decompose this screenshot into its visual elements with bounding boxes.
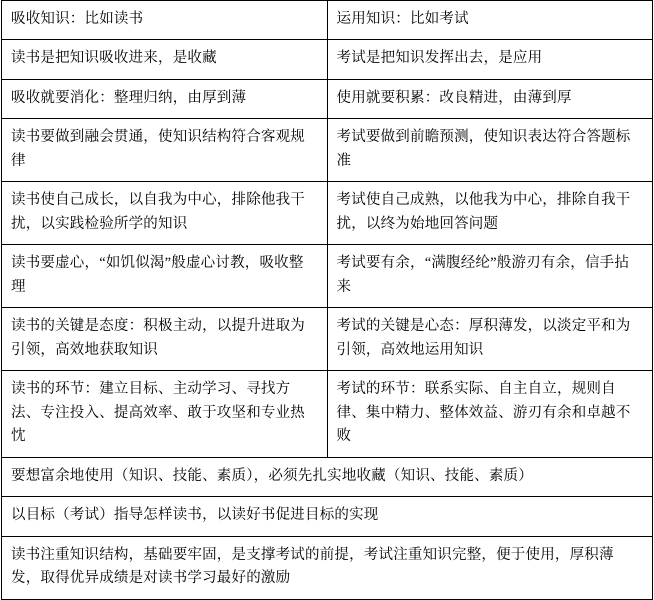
cell-text: 读书使自己成长，以自我为中心，排除他我干扰，以实践检验所学的知识 [11,192,305,232]
table-row [2,79,653,118]
table-row [2,371,653,457]
cell-text: 考试是把知识发挥出去，是应用 [336,50,543,67]
table-row [2,182,653,245]
cell-text: 读书要做到融会贯通，使知识结构符合客观规律 [11,129,305,169]
table-row [2,457,653,496]
table-cell-right [327,119,653,182]
table-row [2,308,653,371]
table-row [2,40,653,79]
table-cell-right [327,1,653,40]
table-row [2,536,653,599]
cell-text: 读书是把知识吸收进来，是收藏 [11,50,217,67]
table-cell-left [2,308,328,371]
table-row [2,245,653,308]
table-cell-full [2,497,653,536]
table-row [2,119,653,182]
cell-text: 以目标（考试）指导怎样读书，以读好书促进目标的实现 [11,507,379,524]
table-cell-right [327,308,653,371]
cell-text: 读书注重知识结构，基础要牢固，是支撑考试的前提，考试注重知识完整，便于使用，厚积薄发，取得优异成绩是对读书学习最好的激励 [11,546,614,587]
table-cell-right [327,79,653,118]
cell-text: 读书要虚心，“如饥似渴”般虚心讨教，吸收整理 [11,255,304,295]
cell-text: 运用知识：比如考试 [336,11,469,27]
cell-text: 吸收就要消化：整理归纳，由厚到薄 [11,89,247,106]
knowledge-comparison-table [1,0,653,600]
table-cell-right [327,245,653,308]
table-row [2,497,653,536]
table-cell-right [327,40,653,79]
table-cell-full [2,457,653,496]
cell-text: 考试的环节：联系实际、自主自立，规则自律、集中精力、整体效益、游刃有余和卓越不败 [336,381,631,445]
table-cell-full [2,536,653,599]
table-cell-left [2,182,328,245]
cell-text: 要想富余地使用（知识、技能、素质），必须先扎实地收藏（知识、技能、素质） [11,467,533,484]
table-body [2,1,653,600]
table-cell-left [2,371,328,457]
table-cell-left [2,1,328,40]
table-cell-left [2,79,328,118]
table-cell-left [2,119,328,182]
cell-text: 考试要做到前瞻预测，使知识表达符合答题标准 [336,129,631,169]
cell-text: 考试要有余，“满腹经纶”般游刃有余，信手拈来 [336,255,630,295]
table-cell-right [327,182,653,245]
cell-text: 吸收知识：比如读书 [11,11,144,27]
cell-text: 读书的关键是态度：积极主动，以提升进取为引领，高效地获取知识 [11,318,305,358]
table-cell-left [2,245,328,308]
table-row [2,1,653,40]
cell-text: 使用就要积累：改良精进，由薄到厚 [336,89,572,106]
cell-text: 考试使自己成熟，以他我为中心，排除自我干扰，以终为始地回答问题 [336,192,631,232]
table-cell-left [2,40,328,79]
table-cell-right [327,371,653,457]
cell-text: 读书的环节：建立目标、主动学习、寻找方法、专注投入、提高效率、敢于攻坚和专业热忱 [11,381,305,445]
cell-text: 考试的关键是心态：厚积薄发，以淡定平和为引领，高效地运用知识 [336,318,631,358]
